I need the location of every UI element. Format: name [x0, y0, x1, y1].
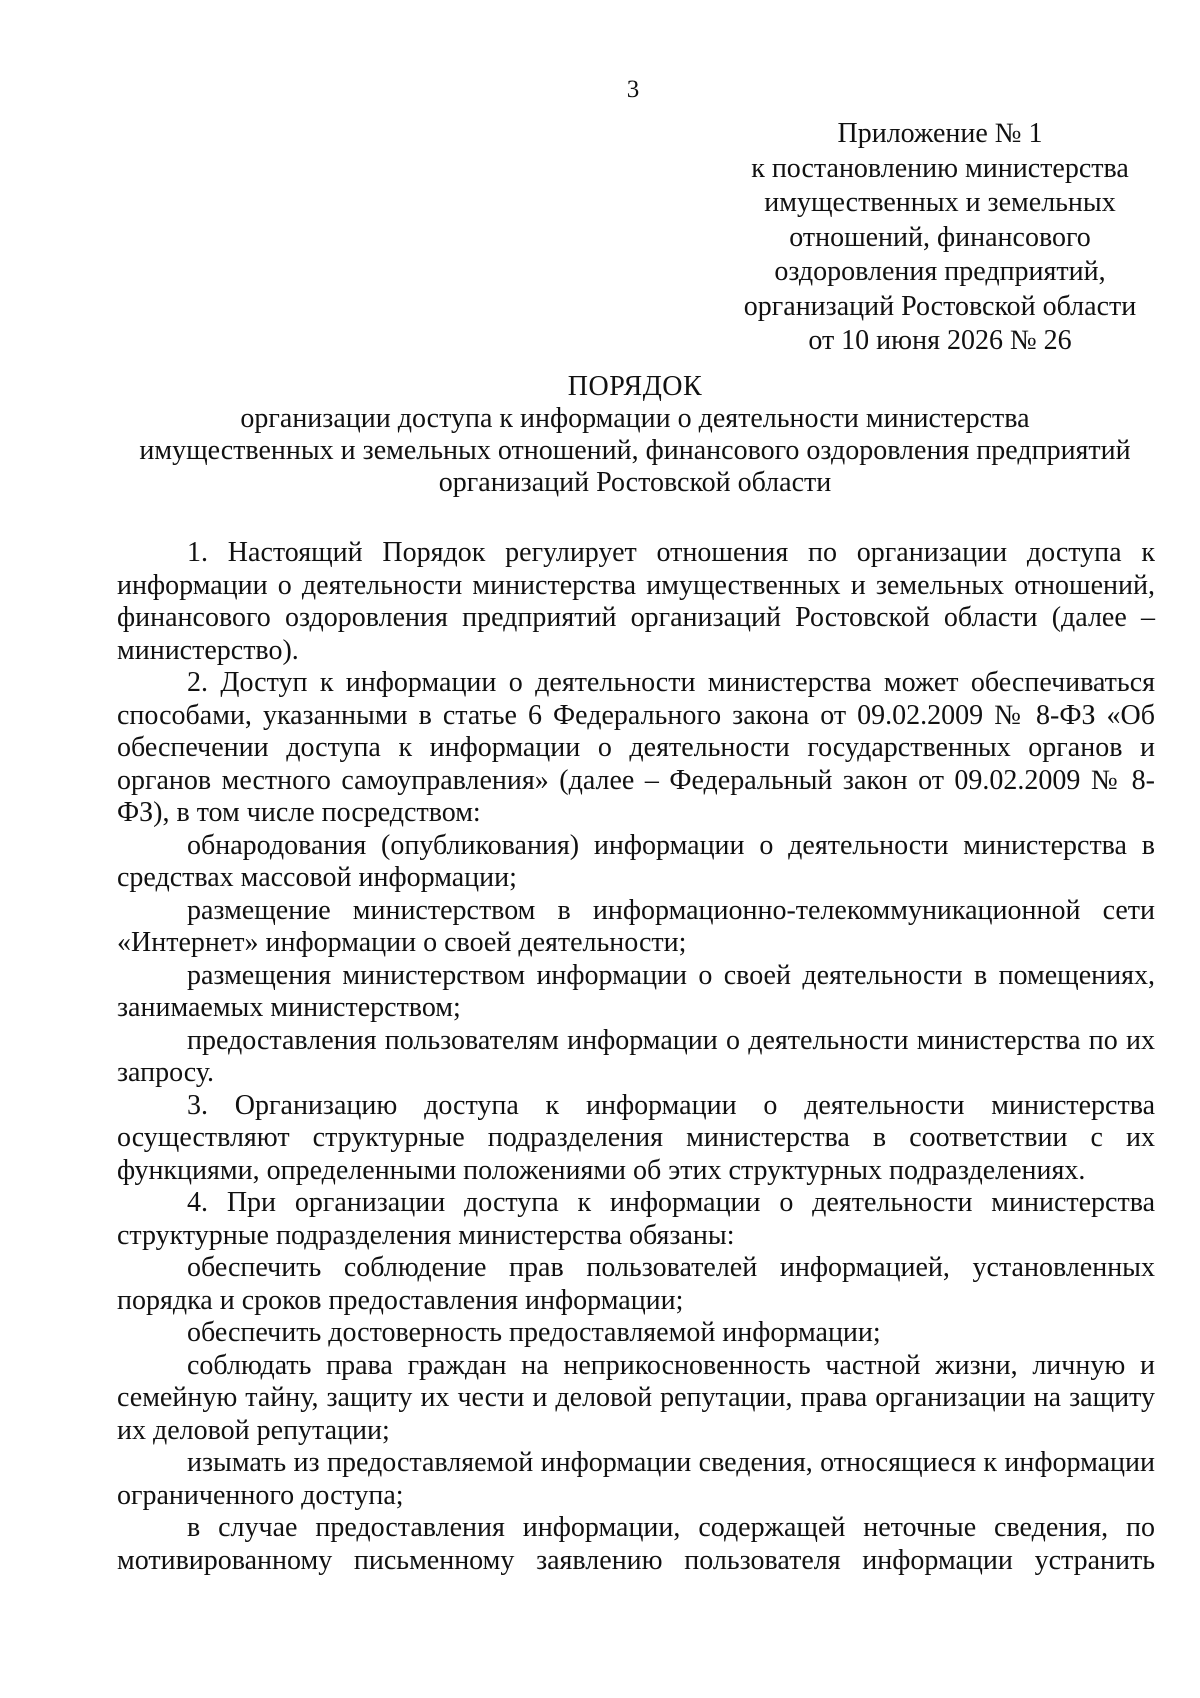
paragraph: изымать из предоставляемой информации сведения, относящиеся к информации ограниченного доступа; [117, 1447, 1155, 1511]
title-block [115, 371, 1155, 499]
appendix-line: организаций Ростовской области [743, 290, 1137, 322]
paragraph: 1. Настоящий Порядок регулирует отношения по организации доступа к информации о деятельности министерства имущественных и земельных отношений, финансового оздоровления предприятий организаций Ростовской области (далее – министерство). [117, 537, 1155, 666]
appendix-line: оздоровления предприятий, [774, 256, 1106, 287]
paragraph: 4. При организации доступа к информации о деятельности министерства структурные подразделения министерства обязаны: [117, 1187, 1155, 1251]
subtitle-line: организаций Ростовской области [438, 467, 832, 498]
appendix-line: имущественных и земельных [764, 187, 1116, 218]
paragraph: обнародования (опубликования) информации о деятельности министерства в средствах массовой информации; [117, 829, 1155, 893]
page-number: 3 [626, 76, 640, 103]
paragraph: в случае предоставления информации, содержащей неточные сведения, по мотивированному письменному заявлению пользователя информации устранить [117, 1512, 1155, 1576]
paragraph: соблюдать права граждан на неприкосновенность частной жизни, личную и семейную тайну, защиту их чести и деловой репутации, права организации на защиту их деловой репутации; [117, 1349, 1155, 1446]
paragraph: 3. Организацию доступа к информации о деятельности министерства осуществляют структурные подразделения министерства в соответствии с их функциями, определенными положениями об этих структурных подразделениях. [117, 1089, 1155, 1186]
subtitle-line: имущественных и земельных отношений, финансового оздоровления предприятий [139, 435, 1131, 466]
paragraph: обеспечить соблюдение прав пользователей информацией, установленных порядка и сроков предоставления информации; [117, 1252, 1155, 1316]
paragraph: размещения министерством информации о своей деятельности в помещениях, занимаемых министерством; [117, 959, 1155, 1023]
document-subtitle [115, 403, 1155, 499]
paragraph: обеспечить достоверность предоставляемой информации; [187, 1317, 881, 1348]
document-title: ПОРЯДОК [567, 371, 703, 402]
appendix-header [700, 117, 1180, 359]
appendix-line: от 10 июня 2026 № 26 [808, 325, 1072, 356]
paragraph: предоставления пользователям информации о деятельности министерства по их запросу. [117, 1024, 1155, 1088]
appendix-line: отношений, финансового [789, 221, 1091, 253]
paragraph: 2. Доступ к информации о деятельности министерства может обеспечиваться способами, указанными в статье 6 Федерального закона от 09.02.2009 № 8-ФЗ «Об обеспечении доступа к информации о деятельности государственных органов и органов местного самоуправления» (далее – Федеральный закон от 09.02.2009 № 8-ФЗ), в том числе посредством: [117, 667, 1155, 828]
appendix-line: к постановлению министерства [751, 152, 1129, 184]
appendix-line: Приложение № 1 [837, 118, 1043, 149]
paragraph: размещение министерством в информационно-телекоммуникационной сети «Интернет» информации о своей деятельности; [117, 894, 1155, 958]
document-body [117, 537, 1155, 1577]
subtitle-line: организации доступа к информации о деятельности министерства [240, 403, 1030, 434]
